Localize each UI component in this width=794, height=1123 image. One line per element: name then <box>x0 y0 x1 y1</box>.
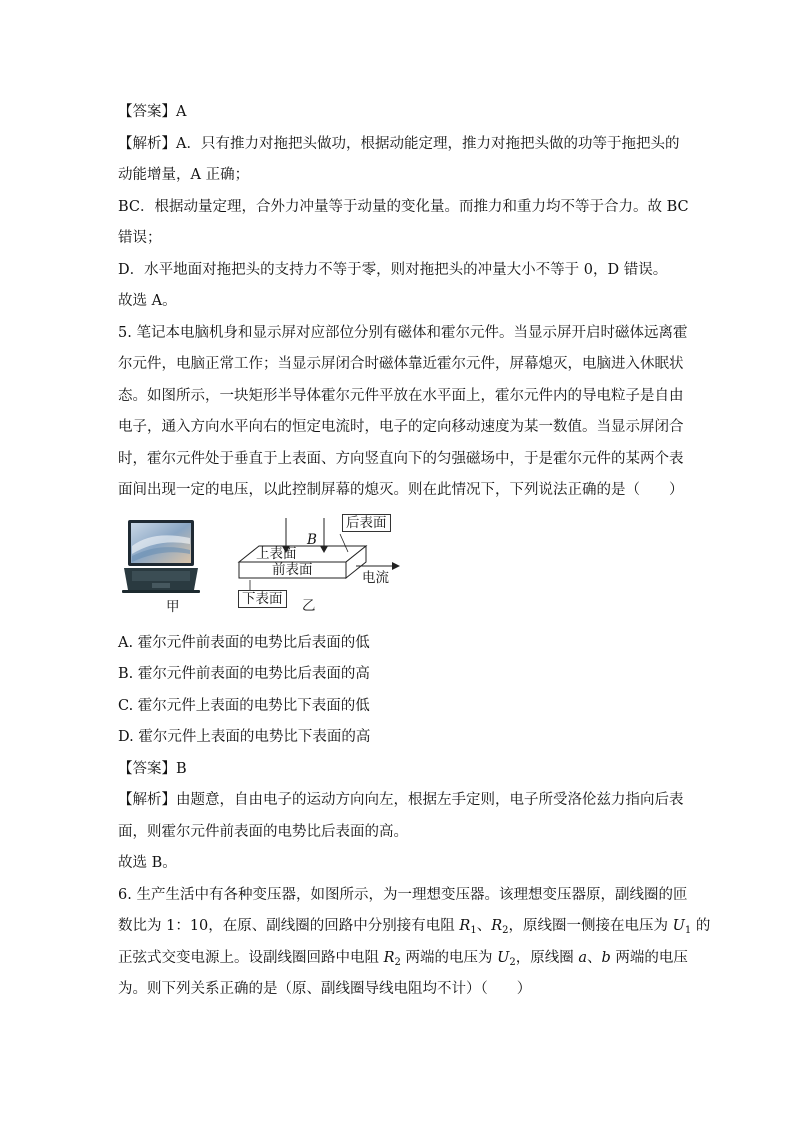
q5-answer: 【答案】B <box>118 761 187 777</box>
q6-line-3: 正弦式交变电源上。设副线圈回路中电阻 $R_2$ 两端的电压为 $U_2$，原线圈 a、b 两端的电压 <box>118 950 688 968</box>
q5-option-b: B. 霍尔元件前表面的电势比后表面的高 <box>118 666 370 682</box>
current-label: 电流 <box>362 570 389 586</box>
q5-stem-line-5: 时，霍尔元件处于垂直于上表面、方向竖直向下的匀强磁场中，于是霍尔元件的某两个表 <box>118 451 684 467</box>
q5-analysis-line-2: 面，则霍尔元件前表面的电势比后表面的高。 <box>118 824 408 840</box>
q5-option-a: A. 霍尔元件前表面的电势比后表面的低 <box>118 635 370 651</box>
magnetic-field-label: B <box>307 532 317 548</box>
top-surface-label: 上表面 <box>256 546 297 562</box>
q5-stem-line-6: 面间出现一定的电压，以此控制屏幕的熄灭。则在此情况下，下列说法正确的是（ ） <box>118 482 684 498</box>
q4-analysis-line-4: 错误； <box>118 230 162 246</box>
q4-conclusion: 故选 A。 <box>118 293 177 309</box>
q4-analysis-line-3: BC．根据动量定理，合外力冲量等于动量的变化量。而推力和重力均不等于合力。故 BC <box>118 199 689 215</box>
figure-label-jia: 甲 <box>166 599 180 615</box>
q5-option-c: C. 霍尔元件上表面的电势比下表面的低 <box>118 698 370 714</box>
figure-label-yi: 乙 <box>302 598 316 614</box>
q6-line-4: 为。则下列关系正确的是（原、副线圈导线电阻均不计）（ ） <box>118 981 532 997</box>
front-surface-label: 前表面 <box>272 562 313 578</box>
back-surface-label: 后表面 <box>342 514 391 532</box>
q6-line-2: 数比为 1：10，在原、副线圈的回路中分别接有电阻 $R_1$、$R_2$，原线圈一侧接在电压为 $U_1$ 的 <box>118 918 711 936</box>
q5-stem-line-1: 5. 笔记本电脑机身和显示屏对应部位分别有磁体和霍尔元件。当显示屏开启时磁体远离霍 <box>118 325 688 341</box>
q6-line-1: 6. 生产生活中有各种变压器，如图所示，为一理想变压器。该理想变压器原，副线圈的匝 <box>118 887 688 903</box>
q4-analysis-line-5: D．水平地面对拖把头的支持力不等于零，则对拖把头的冲量大小不等于 0，D 错误。 <box>118 262 668 278</box>
q4-analysis-line-2: 动能增量，A 正确； <box>118 167 250 183</box>
hall-element-figure <box>118 510 418 620</box>
q5-conclusion: 故选 B。 <box>118 855 177 871</box>
q5-option-d: D. 霍尔元件上表面的电势比下表面的高 <box>118 729 371 745</box>
q5-analysis-line-1: 【解析】由题意，自由电子的运动方向向左，根据左手定则，电子所受洛伦兹力指向后表 <box>118 792 684 808</box>
bottom-surface-label: 下表面 <box>238 590 287 608</box>
q4-analysis-line-1: 【解析】A．只有推力对拖把头做功，根据动能定理，推力对拖把头做的功等于拖把头的 <box>118 136 680 152</box>
q5-stem-line-3: 态。如图所示，一块矩形半导体霍尔元件平放在水平面上，霍尔元件内的导电粒子是自由 <box>118 388 684 404</box>
laptop-image <box>118 516 204 598</box>
q5-stem-line-4: 电子，通入方向水平向右的恒定电流时，电子的定向移动速度为某一数值。当显示屏闭合 <box>118 419 684 435</box>
q5-stem-line-2: 尔元件，电脑正常工作；当显示屏闭合时磁体靠近霍尔元件，屏幕熄灭，电脑进入休眠状 <box>118 356 684 372</box>
q4-answer: 【答案】A <box>118 104 187 120</box>
